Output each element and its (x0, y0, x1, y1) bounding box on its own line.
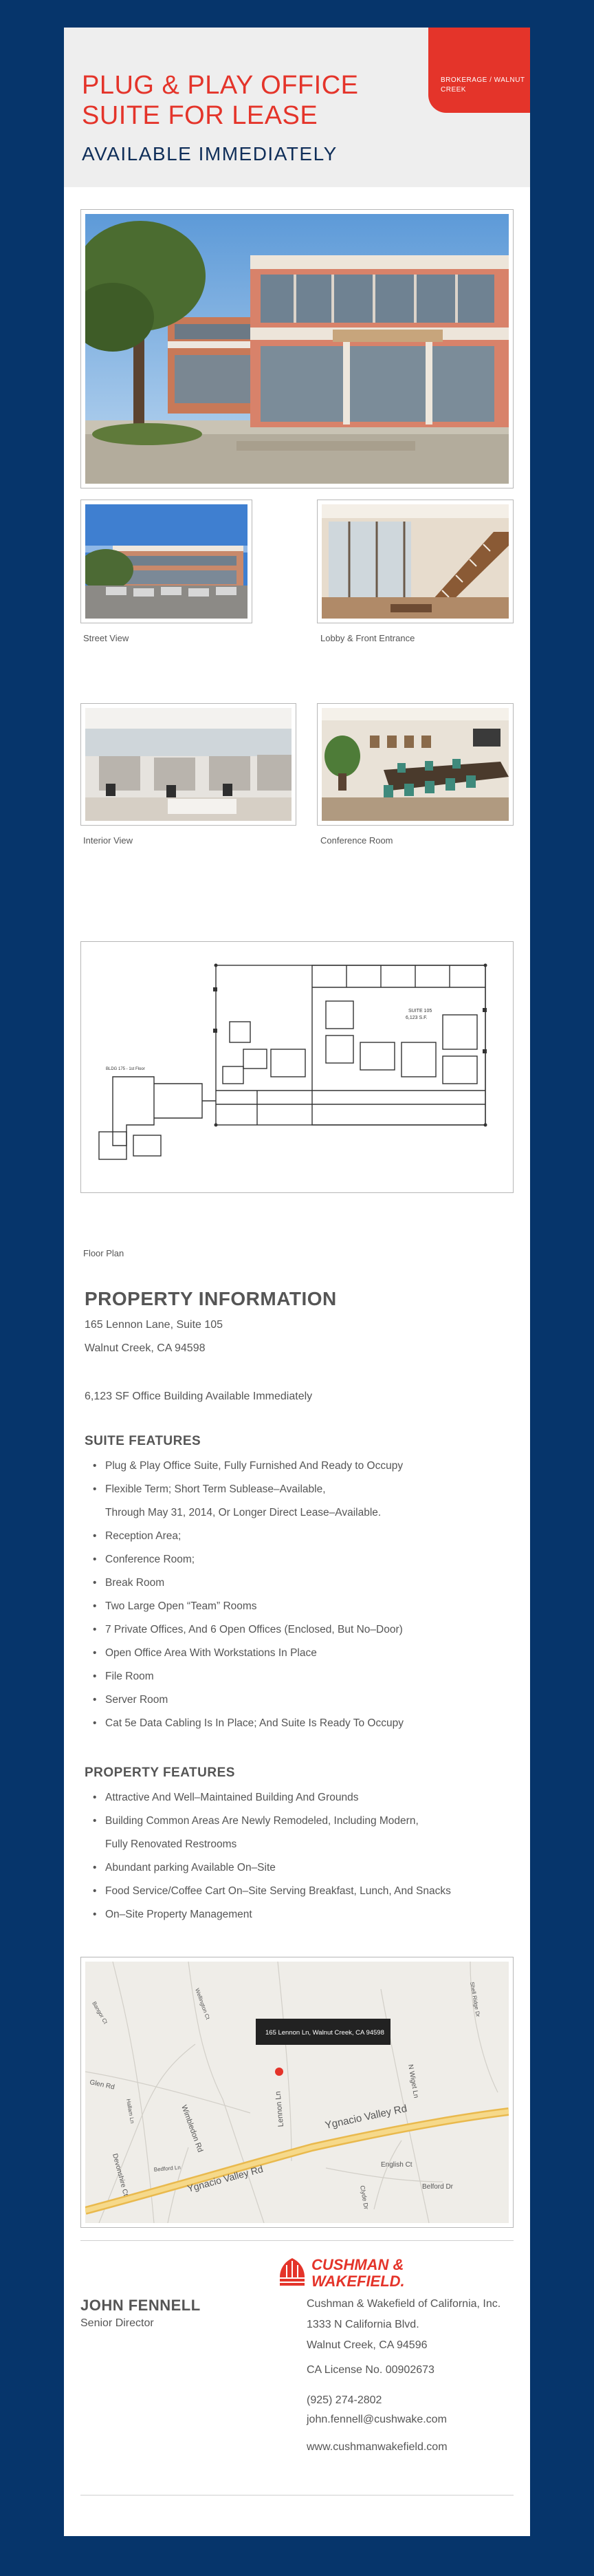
map-street-label: N Wiget Ln (406, 2063, 420, 2099)
lobby-photo (317, 500, 514, 623)
interior-image (85, 708, 292, 821)
flyer-subtitle: AVAILABLE IMMEDIATELY (82, 143, 338, 164)
list-item: • Open Office Area With Workstations In Place (85, 1642, 511, 1665)
map-street-label: Bangor Ct (91, 2000, 109, 2026)
flyer-page (64, 28, 530, 2536)
phone-number[interactable]: (925) 274-2802 (307, 2394, 382, 2406)
agent-name: JOHN FENNELL (80, 2297, 201, 2314)
suite-features-heading: SUITE FEATURES (85, 1434, 201, 1448)
map-street-label: Lennon Ln (274, 2090, 285, 2127)
agent-title: Senior Director (80, 2317, 154, 2329)
map-image (85, 1962, 509, 2223)
list-item: • Reception Area; (85, 1525, 511, 1548)
list-item: • Break Room (85, 1571, 511, 1595)
list-item: • Food Service/Coffee Cart On–Site Serving Breakfast, Lunch, And Snacks (85, 1880, 511, 1903)
footer-divider-top (80, 2240, 514, 2241)
map-street-label: Hallam Ln (125, 2098, 136, 2124)
brokerage-badge (428, 28, 530, 113)
list-item: • Attractive And Well–Maintained Building And Grounds (85, 1786, 511, 1810)
property-address-line1: 165 Lennon Lane, Suite 105 (85, 1319, 223, 1331)
email-link[interactable]: john.fennell@cushwake.com (307, 2414, 447, 2425)
map-street-label: English Ct (381, 2161, 412, 2169)
floor-plan-bldg-label: BLDG 175 - 1st Floor (106, 1067, 145, 1071)
floor-plan-sf-label: 6,123 S.F. (406, 1016, 428, 1020)
main-building-photo (80, 209, 514, 489)
brokerage-badge-text: BROKERAGE / WALNUT CREEK (441, 76, 525, 94)
lobby-image (322, 504, 509, 619)
list-item: • Flexible Term; Short Term Sublease–Available, (85, 1478, 511, 1501)
flyer-title: PLUG & PLAY OFFICE SUITE FOR LEASE (82, 71, 359, 130)
suite-features-list (85, 1455, 511, 1735)
cushman-wakefield-logo (277, 2257, 442, 2291)
map-tooltip-text: 165 Lennon Ln, Walnut Creek, CA 94598 (265, 2029, 384, 2037)
list-item: Through May 31, 2014, Or Longer Direct Lease–Available. (105, 1507, 382, 1518)
floor-plan-suite-label: SUITE 105 (408, 1009, 432, 1013)
company-address-line1: 1333 N California Blvd. (307, 2319, 419, 2330)
map-street-label: Shell Ridge Dr (469, 1981, 481, 2018)
cushman-wakefield-logo-icon (277, 2257, 307, 2291)
list-item: Fully Renovated Restrooms (105, 1838, 237, 1850)
map-street-label: Devonshire Ct (111, 2152, 130, 2197)
map-street-label: Belford Dr (422, 2183, 454, 2191)
property-address-line2: Walnut Creek, CA 94598 (85, 1342, 206, 1354)
property-description: 6,123 SF Office Building Available Immediately (85, 1391, 313, 1402)
list-item: • Two Large Open “Team” Rooms (85, 1595, 511, 1618)
header-band (64, 28, 530, 187)
property-info-heading: PROPERTY INFORMATION (85, 1288, 337, 1309)
floor-plan-caption: Floor Plan (83, 1248, 124, 1258)
list-item: • Plug & Play Office Suite, Fully Furnished And Ready to Occupy (85, 1455, 511, 1478)
conference-photo (317, 703, 514, 826)
street-view-caption: Street View (83, 633, 129, 643)
conference-image (322, 708, 509, 821)
list-item: • Conference Room; (85, 1548, 511, 1571)
website-link[interactable]: www.cushmanwakefield.com (307, 2441, 448, 2453)
building-exterior-image (85, 214, 509, 484)
interior-caption: Interior View (83, 835, 133, 846)
map-street-label: Wellington Ct (194, 1987, 211, 2021)
map-street-label: Ygnacio Valley Rd (324, 2103, 408, 2132)
location-map[interactable] (80, 1957, 514, 2228)
footer-divider-bottom (80, 2495, 514, 2496)
list-item: • Server Room (85, 1688, 511, 1712)
company-name: Cushman & Wakefield of California, Inc. (307, 2298, 501, 2310)
property-features-heading: PROPERTY FEATURES (85, 1765, 235, 1780)
street-view-image (85, 504, 248, 619)
license-number: CA License No. 00902673 (307, 2364, 434, 2376)
logo-wordmark: CUSHMAN & WAKEFIELD. (311, 2256, 405, 2290)
list-item: • 7 Private Offices, And 6 Open Offices (Enclosed, But No–Door) (85, 1618, 511, 1642)
list-item: • Abundant parking Available On–Site (85, 1856, 511, 1880)
list-item: • On–Site Property Management (85, 1903, 511, 1926)
map-street-label: Bedford Ln (153, 2164, 182, 2173)
list-item: • Cat 5e Data Cabling Is In Place; And Suite Is Ready To Occupy (85, 1712, 511, 1735)
map-street-label: Ygnacio Valley Rd (186, 2163, 265, 2194)
floor-plan-image (85, 946, 509, 1188)
conference-caption: Conference Room (320, 835, 393, 846)
company-address-line2: Walnut Creek, CA 94596 (307, 2339, 428, 2351)
interior-photo (80, 703, 296, 826)
street-view-photo (80, 500, 252, 623)
list-item: • Building Common Areas Are Newly Remodeled, Including Modern, (85, 1810, 511, 1833)
floor-plan-drawing (80, 941, 514, 1193)
map-street-label: Clyde Dr (359, 2185, 370, 2210)
property-features-list (85, 1786, 511, 1926)
list-item: • File Room (85, 1665, 511, 1688)
map-street-label: Glen Rd (89, 2079, 116, 2092)
lobby-caption: Lobby & Front Entrance (320, 633, 415, 643)
map-street-label: Wimbledon Rd (179, 2103, 205, 2154)
